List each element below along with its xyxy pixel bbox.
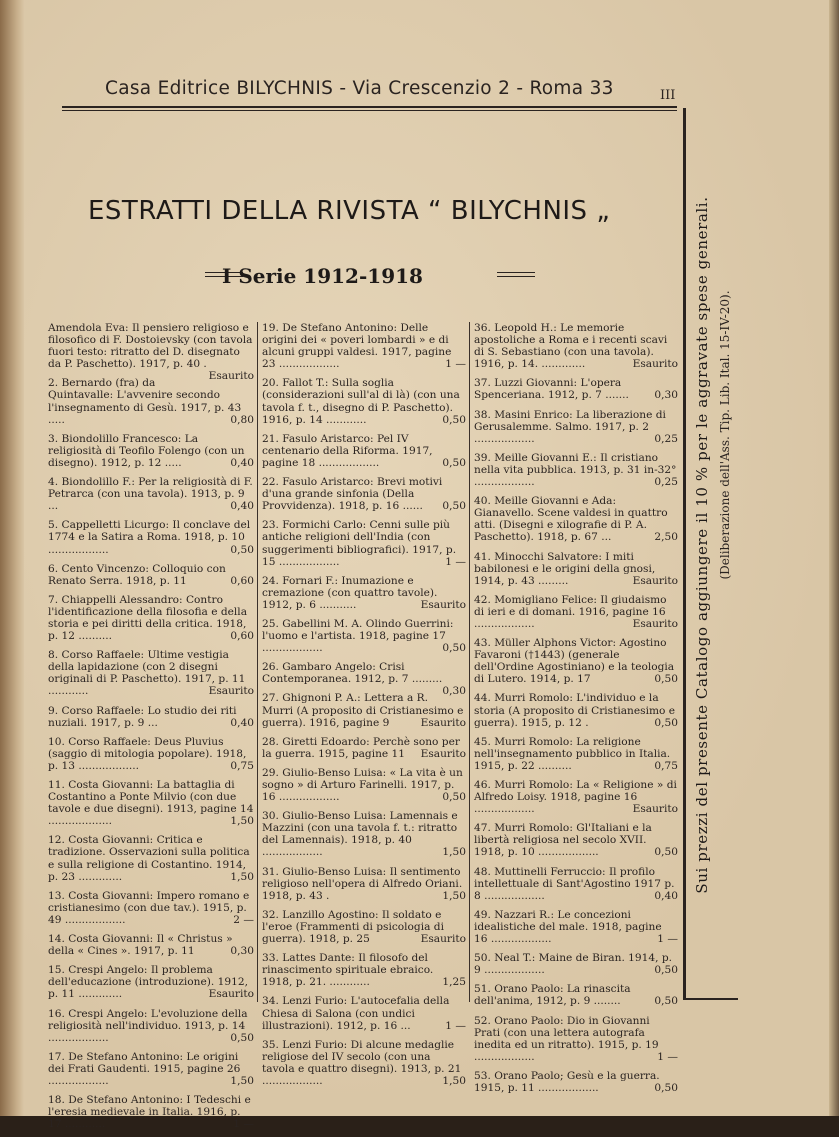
catalog-entry <box>48 649 254 697</box>
entry-text: 42. Momigliano Felice: Il giudaismo di ieri e di domani. 1916, pagine 16 .................. <box>474 593 667 630</box>
catalog-entry <box>262 476 466 512</box>
entry-text: 2. Bernardo (fra) da Quintavalle: L'avvenire secondo l'insegnamento di Gesù. 1917, p. 43 ..... <box>48 377 242 426</box>
catalog-entry <box>262 736 466 760</box>
entry-text: 25. Gabellini M. A. Olindo Guerrini: l'uomo e l'artista. 1918, pagine 17 .................. <box>262 617 454 655</box>
entry-price: 2 — <box>233 913 254 926</box>
entry-price: 0,30 <box>230 945 254 958</box>
entry-price: 0,50 <box>442 791 466 804</box>
entry-text: 23. Formichi Carlo: Cenni sulle più antiche religioni dell'India (con suggerimenti bibliografici). 1917, p. 15 .................. <box>262 519 457 568</box>
catalog-entry <box>262 618 466 654</box>
entry-text: 41. Minocchi Salvatore: I miti babilonesi e le origini della gnosi, 1914, p. 43 ......... <box>474 550 656 587</box>
entry-text: 47. Murri Romolo: Gl'Italiani e la libertà religiosa nel secolo XVII. 1918, p. 10 .................. <box>474 822 652 859</box>
entry-text: 38. Masini Enrico: La liberazione di Gerusalemme. Salmo. 1917, p. 2 .................. <box>474 408 666 445</box>
entry-text: 46. Murri Romolo: La « Religione » di Alfredo Loisy. 1918, pagine 16 .................. <box>474 779 677 816</box>
catalog-entry <box>48 377 254 425</box>
entry-text: 28. Giretti Edoardo: Perchè sono per la guerra. 1915, pagine 11 <box>262 735 460 760</box>
catalog-entry <box>48 594 254 642</box>
entry-text: 3. Biondolillo Francesco: La religiosità di Teofilo Folengo (con un disegno). 1912, p. 12 ..... <box>48 432 245 469</box>
entry-text: 49. Nazzari R.: Le concezioni idealistiche del male. 1918, pagine 16 .................. <box>474 908 662 946</box>
entry-price: 0,50 <box>442 456 466 469</box>
entry-text: 44. Murri Romolo: L'individuo e la storia (A proposito di Cristianesimo e guerra). 1915, p. 12 . <box>474 692 676 729</box>
catalog-entry <box>262 661 466 698</box>
catalog-entry <box>474 637 678 685</box>
catalog-entry <box>262 995 466 1031</box>
entry-price: 0,40 <box>654 889 678 902</box>
entry-text: 27. Ghignoni P. A.: Lettera a R. Murri (A proposito di Cristianesimo e guerra). 1916, pagine 9 <box>262 692 464 729</box>
entry-price: 0,60 <box>230 630 254 643</box>
catalog-entry <box>474 779 678 815</box>
entry-price: 2,50 <box>654 531 678 544</box>
entry-price: Esaurito <box>420 933 466 946</box>
entry-price: 0,50 <box>654 846 678 859</box>
entry-price: 1 — <box>233 1118 254 1131</box>
entry-price: Esaurito <box>208 988 254 1001</box>
entry-price: 0,25 <box>654 476 678 489</box>
column-divider <box>257 322 258 1002</box>
entry-price: 0,40 <box>230 500 254 513</box>
catalog-entry <box>48 1094 254 1130</box>
entry-text: 39. Meille Giovanni E.: Il cristiano nella vita pubblica. 1913, p. 31 in-32° .................. <box>474 451 677 489</box>
catalog-entry <box>474 594 678 630</box>
catalog-entry <box>474 551 678 587</box>
catalog-entry <box>474 495 678 543</box>
catalog-entry <box>474 983 678 1007</box>
catalog-entry <box>474 322 678 370</box>
catalog-entry <box>262 810 466 858</box>
entry-text: 22. Fasulo Aristarco: Brevi motivi d'una grande sinfonia (Della Provvidenza). 1918, p. 16 ...... <box>262 476 443 513</box>
entry-text: 37. Luzzi Giovanni: L'opera Spenceriana. 1912, p. 7 ....... <box>474 377 629 402</box>
catalog-entry <box>474 822 678 858</box>
entry-text: 18. De Stefano Antonino: I Tedeschi e l'eresia medievale in Italia. 1916, p. 17 ............ <box>48 1094 251 1131</box>
entry-text: 4. Biondolillo F.: Per la religiosità di F. Petrarca (con una tavola). 1913, p. 9 ... <box>48 476 253 513</box>
catalog-entry <box>48 1008 254 1044</box>
entry-text: 34. Lenzi Furio: L'autocefalia della Chiesa di Salona (con undici illustrazioni). 1912, p. 16 ... <box>262 995 450 1032</box>
entry-text: 15. Crespi Angelo: Il problema dell'educazione (introduzione). 1912, p. 11 ............. <box>48 964 248 1001</box>
entry-text: 50. Neal T.: Maine de Biran. 1914, p. 9 .................. <box>474 952 673 977</box>
entry-text: 21. Fasulo Aristarco: Pel IV centenario della Riforma. 1917, pagine 18 .................. <box>262 432 433 469</box>
catalog-column-1 <box>48 322 254 1137</box>
entry-text: 29. Giulio-Benso Luisa: « La vita è un sogno » di Arturo Farinelli. 1917, p. 16 .................. <box>262 766 463 804</box>
catalog-entry <box>474 736 678 772</box>
entry-price: 1,50 <box>442 1074 466 1087</box>
entry-text: 11. Costa Giovanni: La battaglia di Costantino a Ponte Milvio (con due tavole e due disegni). 1913, pagine 14 ................... <box>48 779 254 828</box>
entry-price: Esaurito <box>420 716 466 729</box>
entry-price: 0,75 <box>654 759 678 772</box>
entry-price: 1 — <box>657 1050 678 1063</box>
entry-price: 0,60 <box>230 574 254 587</box>
catalog-entry <box>262 575 466 611</box>
catalog-entry <box>474 952 678 976</box>
page-number: III <box>660 88 676 103</box>
catalog-entry <box>48 933 254 957</box>
catalog-entry <box>262 519 466 567</box>
entry-price: 1 — <box>445 358 466 371</box>
catalog-entry <box>48 890 254 926</box>
entry-text: 5. Cappelletti Licurgo: Il conclave del 1774 e la Satira a Roma. 1918, p. 10 .................. <box>48 519 251 556</box>
catalog-entry <box>474 1070 678 1094</box>
entry-text: 48. Muttinelli Ferruccio: Il profilo intellettuale di Sant'Agostino 1917 p. 8 .................. <box>474 865 675 902</box>
series-heading: I Serie 1912-1918 <box>222 264 423 288</box>
catalog-entry <box>474 409 678 445</box>
catalog-entry <box>262 1039 466 1087</box>
entry-text: 51. Orano Paolo: La rinascita dell'anima, 1912, p. 9 ........ <box>474 983 631 1008</box>
entry-price: Esaurito <box>208 685 254 698</box>
price-notice: Sui prezzi del presente Catalogo aggiungere il 10 % per le aggravate spese generali. <box>693 196 711 894</box>
catalog-entry <box>48 736 254 772</box>
entry-price: 0,50 <box>654 964 678 977</box>
entry-text: 52. Orano Paolo: Dio in Giovanni Prati (con una lettera autografa inedita ed un ritratto). 1915, p. 19 .................. <box>474 1014 659 1063</box>
catalog-column-3 <box>474 322 678 1101</box>
entry-price: 0,50 <box>654 673 678 686</box>
deliberation-note: (Deliberazione dell'Ass. Tip. Lib. Ital. 15-IV-20). <box>718 290 732 580</box>
entry-text: 43. Müller Alphons Victor: Agostino Favaroni (†1443) (generale dell'Ordine Agostiniano) e la teologia di Lutero. 1914, p. 17 <box>474 637 675 686</box>
entry-price: Esaurito <box>632 574 678 587</box>
entry-price: 0,30 <box>654 389 678 402</box>
page-title: ESTRATTI DELLA RIVISTA “ BILYCHNIS „ <box>88 196 611 226</box>
catalog-entry <box>262 767 466 803</box>
entry-price: 0,50 <box>442 413 466 426</box>
header-rule <box>62 106 677 108</box>
catalog-entry <box>48 322 254 383</box>
catalog-entry <box>474 452 678 488</box>
catalog-entry <box>48 1051 254 1087</box>
entry-price: Esaurito <box>632 358 678 371</box>
entry-text: 14. Costa Giovanni: Il « Christus » della « Cines ». 1917, p. 11 <box>48 933 233 958</box>
entry-text: 24. Fornari F.: Inumazione e cremazione (con quattro tavole). 1912, p. 6 ........... <box>262 574 438 611</box>
publisher-header: Casa Editrice BILYCHNIS - Via Crescenzio 2 - Roma 33 <box>105 78 614 99</box>
entry-price: 0,80 <box>230 413 254 426</box>
entry-price: 1 — <box>657 933 678 946</box>
catalog-entry <box>48 834 254 882</box>
entry-price: 0,50 <box>230 543 254 556</box>
catalog-entry <box>474 1015 678 1063</box>
catalog-entry <box>48 964 254 1000</box>
entry-text: Amendola Eva: Il pensiero religioso e filosofico di F. Dostoievsky (con tavola fuori testo: ritratto del D. disegnato da P. Paschetto). 1917, p. 40 . <box>48 322 253 371</box>
entry-price: 0,50 <box>654 995 678 1008</box>
entry-text: 19. De Stefano Antonino: Delle origini dei « poveri lombardi » e di alcuni gruppi valdesi. 1917, pagine 23 .................. <box>262 322 452 371</box>
entry-price: 0,30 <box>442 685 466 698</box>
entry-price: Esaurito <box>420 598 466 611</box>
entry-text: 35. Lenzi Furio: Di alcune medaglie religiose del IV secolo (con una tavola e quattro disegni). 1913, p. 21 .................. <box>262 1038 462 1087</box>
entry-price: 1 — <box>445 1019 466 1032</box>
entry-text: 26. Gambaro Angelo: Crisi Contemporanea. 1912, p. 7 ......... <box>262 661 443 686</box>
entry-price: 0,50 <box>230 1031 254 1044</box>
catalog-entry <box>474 909 678 945</box>
catalog-entry <box>262 952 466 988</box>
entry-price: 0,50 <box>442 500 466 513</box>
entry-price: 0,25 <box>654 432 678 445</box>
catalog-entry <box>474 692 678 728</box>
catalog-entry <box>262 692 466 728</box>
entry-price: 1,50 <box>442 889 466 902</box>
entry-text: 10. Corso Raffaele: Deus Pluvius (saggio di mitologia popolare). 1918, p. 13 .................. <box>48 735 247 772</box>
entry-price: 1,50 <box>230 815 254 828</box>
entry-price: 1,50 <box>230 1074 254 1087</box>
catalog-entry <box>48 705 254 729</box>
entry-price: 1 — <box>445 555 466 568</box>
entry-price: 0,40 <box>230 716 254 729</box>
entry-price: 0,40 <box>230 456 254 469</box>
catalog-entry <box>48 476 254 512</box>
entry-price: 1,25 <box>442 976 466 989</box>
entry-text: 9. Corso Raffaele: Lo studio dei riti nuziali. 1917, p. 9 ... <box>48 704 237 729</box>
entry-text: 32. Lanzillo Agostino: Il soldato e l'eroe (Frammenti di psicologia di guerra). 1918, p. 25 <box>262 908 444 946</box>
catalog-entry <box>262 909 466 945</box>
series-rule-right <box>497 272 535 273</box>
book-spine-shadow <box>0 0 24 1116</box>
entry-price: Esaurito <box>632 617 678 630</box>
catalog-entry <box>262 866 466 902</box>
header-rule-thin <box>62 110 677 111</box>
entry-text: 7. Chiappelli Alessandro: Contro l'identificazione della filosofia e della storia e pei diritti della critica. 1918, p. 12 .......... <box>48 593 248 643</box>
entry-text: 8. Corso Raffaele: Ultime vestigia della lapidazione (con 2 disegni originali di P. Paschetto). 1917, p. 11 ............ <box>48 649 246 698</box>
entry-text: 36. Leopold H.: Le memorie apostoliche a Roma e i recenti scavi di S. Sebastiano (con una tavola). 1916, p. 14. ............. <box>474 322 668 371</box>
entry-text: 53. Orano Paolo; Gesù e la guerra. 1915, p. 11 .................. <box>474 1069 660 1094</box>
entry-text: 40. Meille Giovanni e Ada: Gianavello. Scene valdesi in quattro atti. (Disegni e xilografie di P. A. Paschetto). 1918, p. 67 ... <box>474 495 668 544</box>
entry-text: 16. Crespi Angelo: L'evoluzione della religiosità nell'individuo. 1913, p. 14 .................. <box>48 1007 248 1044</box>
catalog-entry <box>48 563 254 587</box>
entry-text: 13. Costa Giovanni: Impero romano e cristianesimo (con due tav.). 1915, p. 49 .................. <box>48 889 250 926</box>
entry-text: 30. Giulio-Benso Luisa: Lamennais e Mazzini (con una tavola f. t.: ritratto del Lamennais). 1918, p. 40 .................. <box>262 810 458 859</box>
catalog-entry <box>262 433 466 469</box>
entry-price: 1,50 <box>442 846 466 859</box>
entry-price: 0,50 <box>654 1081 678 1094</box>
catalog-entry <box>474 866 678 902</box>
catalog-entry <box>48 519 254 555</box>
entry-text: 33. Lattes Dante: Il filosofo del rinascimento spirituale ebraico. 1918, p. 21. ............ <box>262 952 434 989</box>
catalog-entry <box>48 779 254 827</box>
entry-price: 0,50 <box>442 642 466 655</box>
catalog-entry <box>48 433 254 469</box>
entry-text: 45. Murri Romolo: La religione nell'insegnamento pubblico in Italia. 1915, p. 22 .......... <box>474 735 671 772</box>
entry-price: Esaurito <box>632 803 678 816</box>
entry-text: 31. Giulio-Benso Luisa: Il sentimento religioso nell'opera di Alfredo Oriani. 1918, p. 43 . <box>262 865 463 902</box>
entry-price: 0,50 <box>654 716 678 729</box>
catalog-entry <box>262 377 466 425</box>
page-edge-shadow <box>829 0 839 1116</box>
entry-price: 1,50 <box>230 870 254 883</box>
catalog-entry <box>262 322 466 370</box>
entry-text: 12. Costa Giovanni: Critica e tradizione. Osservazioni sulla politica e sulla religione di Costantino. 1914, p. 23 ............. <box>48 834 250 883</box>
entry-price: 0,75 <box>230 759 254 772</box>
column-divider <box>469 322 470 1002</box>
catalog-entry <box>474 377 678 401</box>
entry-price: Esaurito <box>420 747 466 760</box>
entry-text: 6. Cento Vincenzo: Colloquio con Renato Serra. 1918, p. 11 <box>48 562 226 587</box>
entry-price: Esaurito <box>208 370 254 383</box>
entry-text: 17. De Stefano Antonino: Le origini dei Frati Gaudenti. 1915, pagine 26 .................. <box>48 1050 241 1087</box>
series-rule-right-2 <box>497 276 535 277</box>
entry-text: 20. Fallot T.: Sulla soglia (considerazioni sull'al di là) (con una tavola f. t., disegno di P. Paschetto). 1916, p. 14 ............ <box>262 377 460 426</box>
catalog-column-2 <box>262 322 466 1094</box>
